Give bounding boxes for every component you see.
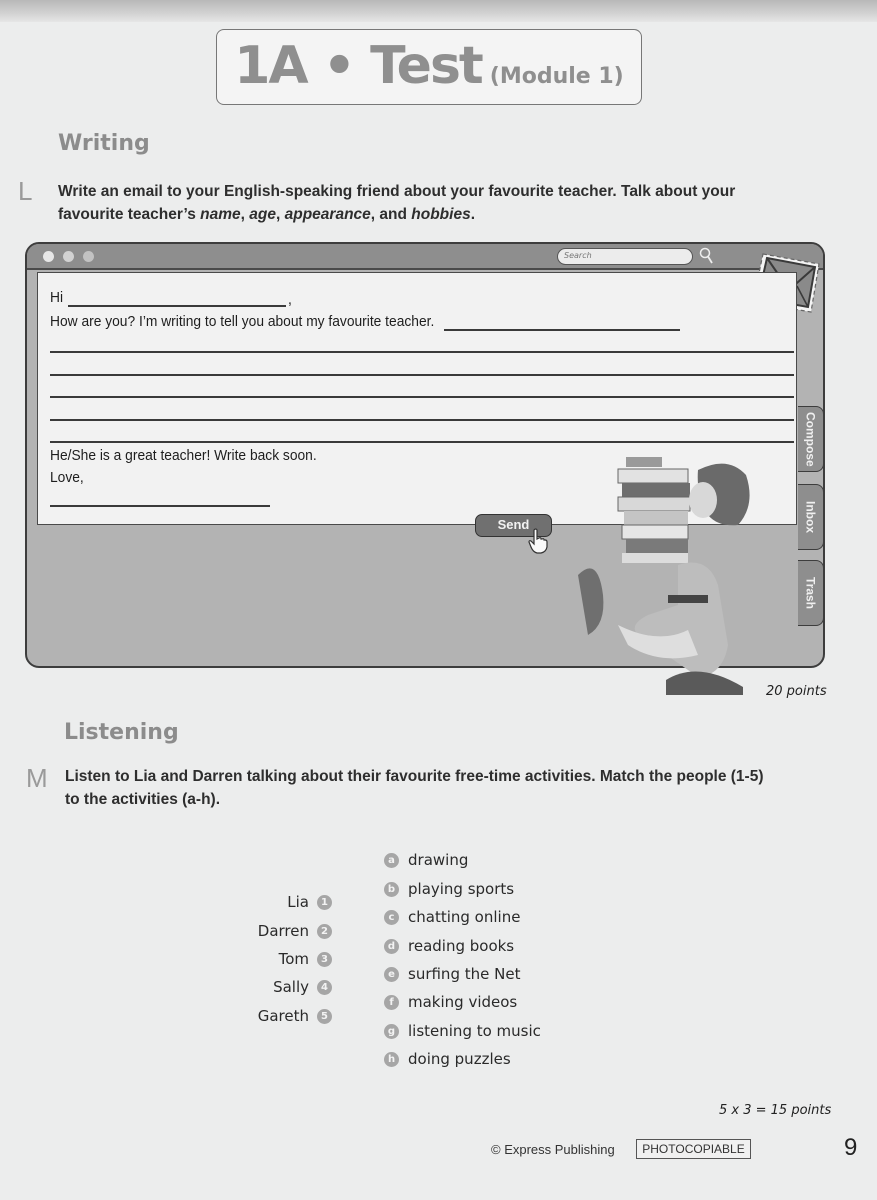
page-top-decoration <box>0 0 877 22</box>
student-with-books-illustration <box>578 455 758 700</box>
writing-line-1[interactable] <box>50 351 794 353</box>
window-dot-3[interactable] <box>83 251 94 262</box>
friend-name-blank[interactable] <box>68 305 286 307</box>
activity-item: g listening to music <box>384 1022 541 1040</box>
tab-compose[interactable]: Compose <box>798 406 824 472</box>
person-item: Gareth 5 <box>222 1007 332 1025</box>
number-badge: 5 <box>317 1009 332 1024</box>
activity-item: b playing sports <box>384 880 514 898</box>
listening-instruction-line1: Listen to Lia and Darren talking about their favourite free-time activities. Match the people (1-5) <box>65 768 764 785</box>
person-item: Sally 4 <box>222 978 332 996</box>
greeting-comma: , <box>288 291 292 308</box>
activity-item: a drawing <box>384 851 468 869</box>
search-icon[interactable] <box>699 247 715 267</box>
greeting-label: Hi <box>50 289 64 306</box>
task-letter-m: M <box>26 763 48 793</box>
writing-instruction <box>58 180 838 226</box>
writing-blank-0[interactable] <box>444 329 680 331</box>
writing-instruction-line2: favourite teacher’s name, age, appearance, and hobbies. <box>58 206 476 223</box>
activity-item: e surfing the Net <box>384 965 520 983</box>
window-dot-1[interactable] <box>43 251 54 262</box>
writing-heading: Writing <box>58 131 150 156</box>
test-title: 1A • Test <box>234 36 482 96</box>
window-dot-2[interactable] <box>63 251 74 262</box>
listening-heading: Listening <box>64 720 179 745</box>
signature-blank[interactable] <box>50 505 270 507</box>
letter-badge: d <box>384 939 399 954</box>
copyright-text: © Express Publishing <box>491 1142 615 1157</box>
activity-item: f making videos <box>384 993 517 1011</box>
number-badge: 1 <box>317 895 332 910</box>
send-button[interactable]: Send <box>475 514 552 537</box>
photocopiable-badge: PHOTOCOPIABLE <box>636 1139 751 1159</box>
letter-badge: e <box>384 967 399 982</box>
letter-badge: h <box>384 1052 399 1067</box>
letter-badge: a <box>384 853 399 868</box>
number-badge: 4 <box>317 980 332 995</box>
test-title-box <box>216 29 642 105</box>
listening-instruction-line2: to the activities (a-h). <box>65 791 221 808</box>
closing-line: He/She is a great teacher! Write back soon. <box>50 447 317 464</box>
person-item: Lia 1 <box>222 893 332 911</box>
pointer-hand-icon <box>527 528 549 554</box>
writing-line-2[interactable] <box>50 374 794 376</box>
writing-points: 20 points <box>766 684 827 699</box>
letter-badge: f <box>384 995 399 1010</box>
letter-badge: g <box>384 1024 399 1039</box>
person-item: Tom 3 <box>222 950 332 968</box>
letter-badge: c <box>384 910 399 925</box>
number-badge: 3 <box>317 952 332 967</box>
tab-inbox[interactable]: Inbox <box>798 484 824 550</box>
person-item: Darren 2 <box>222 922 332 940</box>
activity-item: c chatting online <box>384 908 520 926</box>
writing-line-4[interactable] <box>50 419 794 421</box>
writing-instruction-line1: Write an email to your English-speaking friend about your favourite teacher. Talk about your <box>58 183 736 200</box>
number-badge: 2 <box>317 924 332 939</box>
writing-line-3[interactable] <box>50 396 794 398</box>
email-titlebar <box>27 244 823 270</box>
opening-line: How are you? I’m writing to tell you about my favourite teacher. <box>50 313 435 330</box>
activity-item: d reading books <box>384 937 514 955</box>
tab-trash[interactable]: Trash <box>798 560 824 626</box>
writing-line-5[interactable] <box>50 441 794 443</box>
search-input[interactable]: Search <box>557 248 693 265</box>
page-number: 9 <box>844 1134 858 1161</box>
listening-instruction <box>65 765 845 811</box>
letter-badge: b <box>384 882 399 897</box>
activity-item: h doing puzzles <box>384 1050 511 1068</box>
task-letter-l: L <box>18 176 33 206</box>
listening-points: 5 x 3 = 15 points <box>719 1103 832 1118</box>
test-subtitle: (Module 1) <box>489 64 624 89</box>
signoff-label: Love, <box>50 469 84 486</box>
